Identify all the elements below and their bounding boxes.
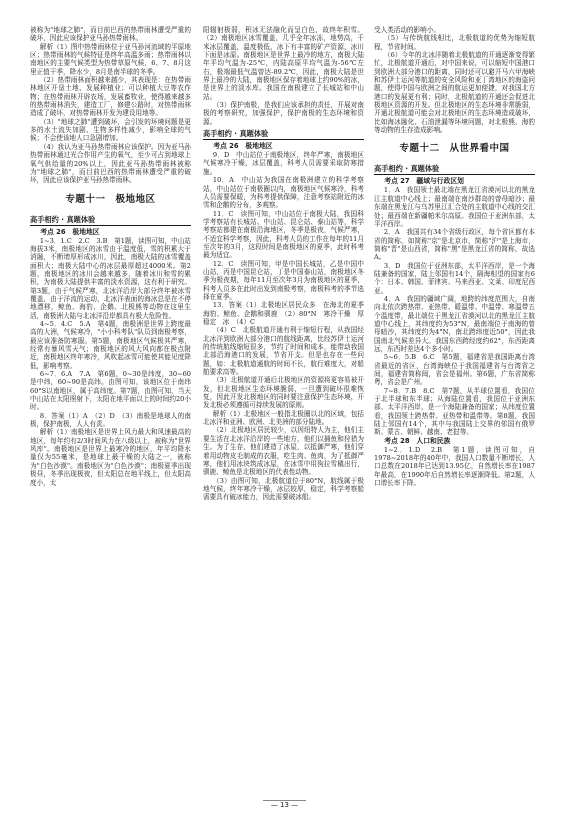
column-middle xyxy=(203,26,371,502)
paragraph: （2）热带雨林面积越来越少，其表现是：在热带雨林地区开垦土地、发展种植业；可以种植大豆等农作物；在热带雨林开辟农场，发展畜牧业，使得越来越多的热带雨林消失，建造工厂，修建公路时，对热带雨林造成了破坏，对热带雨林开发为建设用地等。 xyxy=(30,76,191,118)
paragraph: 5~6．5.B 6.C 第5题，福建省是我国距离台湾省最近的省区，台湾海峡位于我国福建省与台湾省之间，福建省简称闽，省会是福州。第6题，广东省简称粤，省会是广州。 xyxy=(374,353,535,387)
answer-paragraph: 13．答案（1）北极地区居民众多 在海北的夏季 海豹、鲸鱼、企鹅和驯鹿 （2）80°N 寒冷干燥 厚 稳定 冰 （4）C xyxy=(203,301,371,326)
paragraph: 1．A 我国领土最北端在黑龙江省漠河以北的黑龙江主航道中心线上；最南端在南沙群岛的曾母暗沙；最东端在黑龙江与乌苏里江汇合处的主航道中心线的交汇处；最西端在新疆帕米尔高原。我国位于亚洲东部，太平洋西岸。 xyxy=(374,186,535,228)
paragraph: 10．A 中山站为我国在南极洲建立的科学考察站，中山站位于南极圈以内，南极地区气候寒冷，科考人员需要保暖，为科考提供保障，注意考察站附近的冰雪和企鹅的分布，多观察。 xyxy=(203,176,364,210)
paragraph: 1~3．1.C 2.C 3.B 第1题，读图可知，中山站海拔3米，南极地区的冰雪由于温度低，雪的积累大于消融，不断增厚形成冰川，因此，南极大陆的冰雪覆盖面积大；南极大陆中心的冰层最厚超过4000米。第2题，南极地区的冰川会越来越多，随着冰川和雪的累积，为南极大陆提供丰富的淡水资源，这有利于研究。第3题，由于气候严寒，北冰洋沿岸大部分终年被冰雪覆盖，由于洋流的运动，北冰洋表面的海冰总是在不停地漂移，鲸鱼、海豹、企鹅、北极熊等动物在这里生活，南极洲大陆与北冰洋沿岸都具有极大危险性。 xyxy=(30,236,191,320)
section-band: 高手相约 · 真题体验 xyxy=(203,129,364,140)
paragraph: 受人类活动的影响小。 xyxy=(374,26,440,34)
paragraph: 1~2．1.D 2.B 第1题，读图可知，自1978~2018年的40年中，我国人口数量不断增长，人口总数在2018年已达到13.95亿，自然增长率在1987年最高，在1990年后自然增长率逐渐降低。第2题，人口增长率下降。 xyxy=(374,445,535,488)
paragraph: 7~8．7.B 8.C 第7题，从半球位置看，我国位于北半球和东半球；从海陆位置看，我国位于亚洲东部、太平洋西岸，是一个海陆兼备的国家；从纬度位置看，我国领土跨热带、亚热带和温带等。第8题，我国陆上邻国有14个，其中与我国陆上交界的邻国有俄罗斯、蒙古、朝鲜、越南、老挝等。 xyxy=(374,386,535,437)
paragraph: 解析（1）南极地区是世界上风力最大和风速最高的地区，每年约有2/3时间风力在八级以上，被称为"世界风库"。南极地区是世界上最寒冷的地区，年平均降水量仅为55毫米，是地球上最干燥的大陆之一，被称为"白色沙漠"。南极地区为"白色沙漠"；南极夏季出现极昼，冬季出现极夜，但太阳总在地平线上，但太阳高度小，太 xyxy=(30,428,191,487)
paragraph: 4~5．4.C 5.A 第4题，南极洲是世界上跨度最高的大洲，气候寒冷，"小小科考队"队员到南极考察，最应该准备防寒服。第5题，南极地区气候极其严寒，经常有暴风雪天气；南极地区的风大风向都在极点附近，南极地区终年寒冷，风吹起冰雪可能使其能见度降低，影响考察。 xyxy=(30,319,191,370)
paragraph: （4）C 北极航道开通有利于缩短行程，从我国经北冰洋到欧洲大部分港口的航线距离，比经苏伊士运河的传统航线缩短很多，节约了时间和成本，能带动我国北部沿海港口的发展，节省开支。但是也存在一些问题，如：北极航道通航的时间不长，航行难度大，对船舶要求高等。 xyxy=(203,326,364,377)
paragraph: 被称为"地球之肺"，而目前巴西的热带雨林遭受严重的破坏，因此应该保护亚马孙热带雨林。 xyxy=(30,26,191,43)
paragraph: （5）与传统航线相比，北极航道的优势为缩短航程，节省时间。 xyxy=(374,34,535,51)
kaodian-heading: 考点 27 疆域与行政区划 xyxy=(384,177,464,186)
section-band: 高手相约 · 真题体验 xyxy=(30,215,191,226)
paragraph: （3）由图可知，北极航道位于80°N，航线属于极地气候，终年寒冷干燥，冰层较厚，稳定，科学考察船需要具有破冰能力，因此需要破冰船。 xyxy=(203,476,364,502)
paragraph: 11．C 读图可知，中山站位于南极大陆，我国科学考察站有长城站、中山站、昆仑站、泰山站等，科学考察站都建在南极沿海地区，冬季是极夜，气候严寒，不适宜科学考察，因此，科考人员的工作在每年的11月至次年的3月，这段时间是南极地区的夏季，此时科考最为适宜。 xyxy=(203,209,364,260)
kaodian-heading: 考点 26 极地地区 xyxy=(213,142,273,151)
section-band: 高手相约 · 真题体验 xyxy=(374,164,535,175)
paragraph: （4）我认为亚马孙热带雨林应该保护。因为亚马孙热带雨林通过光合作用产生的氧气，至少可占到地球上氧气供给量的20%以上，因此亚马孙热带雨林被称为"地球之肺"，而目前巴西的热带雨林遭受严重的破坏，因此应该保护亚马孙热带雨林。 xyxy=(30,142,191,185)
topic-heading: 专题十一 极地地区 xyxy=(65,193,156,205)
paragraph: 6~7．6.A 7.A 第6题，0~30是纬度，30~60是中纬，60~90是高纬。由图可知，该地区位于南纬60°S以南地区，属于高纬度。第7题，由图可知，当天中山站在太阳照射下，太阳在地平面以上的时间约20小时。 xyxy=(30,370,191,412)
column-left xyxy=(30,26,191,487)
paragraph: （3）"地球之肺"遭到破坏，会引发的环境问题是更多的水土流失加剧、生物多样性减少，影响全球的气候；不会使该地人口急剧增加。 xyxy=(30,117,191,143)
paragraph: （6）今年的北冰洋随着北极航道的开通逐渐变得繁忙，北极航道开通后，对中国来说，可以缩短中国港口到欧洲大部分港口的距离，同时还可以避开马六甲海峡和苏伊士运河等航道的安全风险和亚丁湾地区的海盗问题，使得中国与欧洲之间的航运更加便捷，对我国北方港口的发展更有利；同时，北极航道的开通还会促进北极地区资源的开发。但北极地区的生态环境非常脆弱，开通北极航道可能会对北极地区的生态环境造成破坏，比如海冰融化、石油泄漏等环境问题，对北极熊、海豹等动物的生存造成影响。 xyxy=(374,51,535,135)
paragraph: 2．A 我国共有34个省级行政区，每个省区都有本省的简称，如简称"京"是北京市，简称"沪"是上海市，简称"晋"是山西省，简称"黑"是黑龙江省的简称，故选A。 xyxy=(374,228,535,262)
page-number-text: — 13 — xyxy=(263,800,306,809)
paragraph: 8．答案（1）A （2）D （3）南极是地球人的南极，保护南极，人人有责。 xyxy=(30,411,191,429)
kaodian-heading: 考点 26 极地地区 xyxy=(40,227,100,236)
paragraph: 阳辐射极弱，积冰无法融化而呈白色，故终年积雪。（2）南极地区冰雪覆盖，几乎全年冰冻，地势高，千米冰层覆盖，温度极低，冰下有丰富的矿产资源，冰川下面是冰原。南极地区是世界上最冷的地方，南极大陆年平均气温为-25℃，内陆高原平均气温为-56℃左右，极端最低气温曾达-89.2℃，因此，南极大陆是世界上最冷的大陆，南极地区保存着地球上约90%的冰，是世界上的淡水库。我国在南极建立了长城站和中山站。 xyxy=(203,26,364,101)
paragraph: （3）保护南极，是我们应该承担的责任，开展对南极的考察研究，加强保护，保护南极的生态环境和资源。 xyxy=(203,101,364,126)
page-number xyxy=(0,800,569,809)
column-right xyxy=(374,26,535,488)
paragraph: （2）北极地区居民较少，以因纽特人为主，他们主要生活在北冰洋沿岸的一些地方，他们以捕鱼和狩猎为生。为了生存，他们建造了冰屋，以抵御严寒，他们穿着用动物皮毛制成的衣服，吃生肉、鱼肉，为了抵御严寒，他们用冰块筑成冰屋，在冰雪中用狗拉雪橇出行，驯鹿、鲸鱼是北极地区的代表性动物。 xyxy=(203,426,364,477)
paragraph: 4．A 我国的疆域广阔，地跨的纬度范围大，自南向北依次跨热带、亚热带、暖温带、中温带、寒温带五个温度带，最北端位于黑龙江省漠河以北的黑龙江主航道中心线上，其纬度约为53°N，最南端位于南海的曾母暗沙，其纬度约为4°N，南北跨纬度近50°，因此我国南北气候差异大。我国东西跨经度约62°，东西距离远，东西时差达4个多小时。 xyxy=(374,294,535,353)
paragraph: （3）北极航道开通后北极地区的资源将更容易被开发，但北极地区生态环境脆弱，一旦遭到破坏很难恢复，因此开发北极地区的同时要注意保护生态环境，开发北极必须遵循可持续发展的原则。 xyxy=(203,376,364,410)
topic-heading: 专题十二 从世界看中国 xyxy=(399,143,510,155)
paragraph: 9．D 中山站位于南极地区，终年严寒，南极地区气候寒冷干燥，冰层覆盖，科考人员需要采取防寒措施。 xyxy=(203,151,364,176)
kaodian-heading: 考点 28 人口和民族 xyxy=(384,436,451,445)
paragraph: 解析（1）北极地区一般指北极圈以北的区域，包括北冰洋和亚洲、欧洲、北美洲的部分陆地。 xyxy=(203,409,364,427)
paragraph: 3．D 我国位于亚洲东部，太平洋西岸，是一个海陆兼备的国家，陆上邻国有14个，隔海相望的国家有6个：日本、韩国、菲律宾、马来西亚、文莱、印度尼西亚。 xyxy=(374,261,535,295)
paragraph: 解析（1）图中热带雨林位于亚马孙河流域的平原地区；热带雨林的气候特征是终年高温多雨；热带雨林以南地区的主要气候类型为热带草原气候，6、7、8月这里正值干季，降水少，8月是南半球的冬季。 xyxy=(30,42,191,76)
paragraph: 12．C 读图可知，甲是中国长城站，乙是中国中山站，丙是中国昆仑站，丁是中国泰山站，南极地区冬季为极夜期，每年11月至次年3月为南极地区的夏季，科考人员多在此时出发到南极考察，南极科考的季节选择在夏季。 xyxy=(203,259,364,301)
